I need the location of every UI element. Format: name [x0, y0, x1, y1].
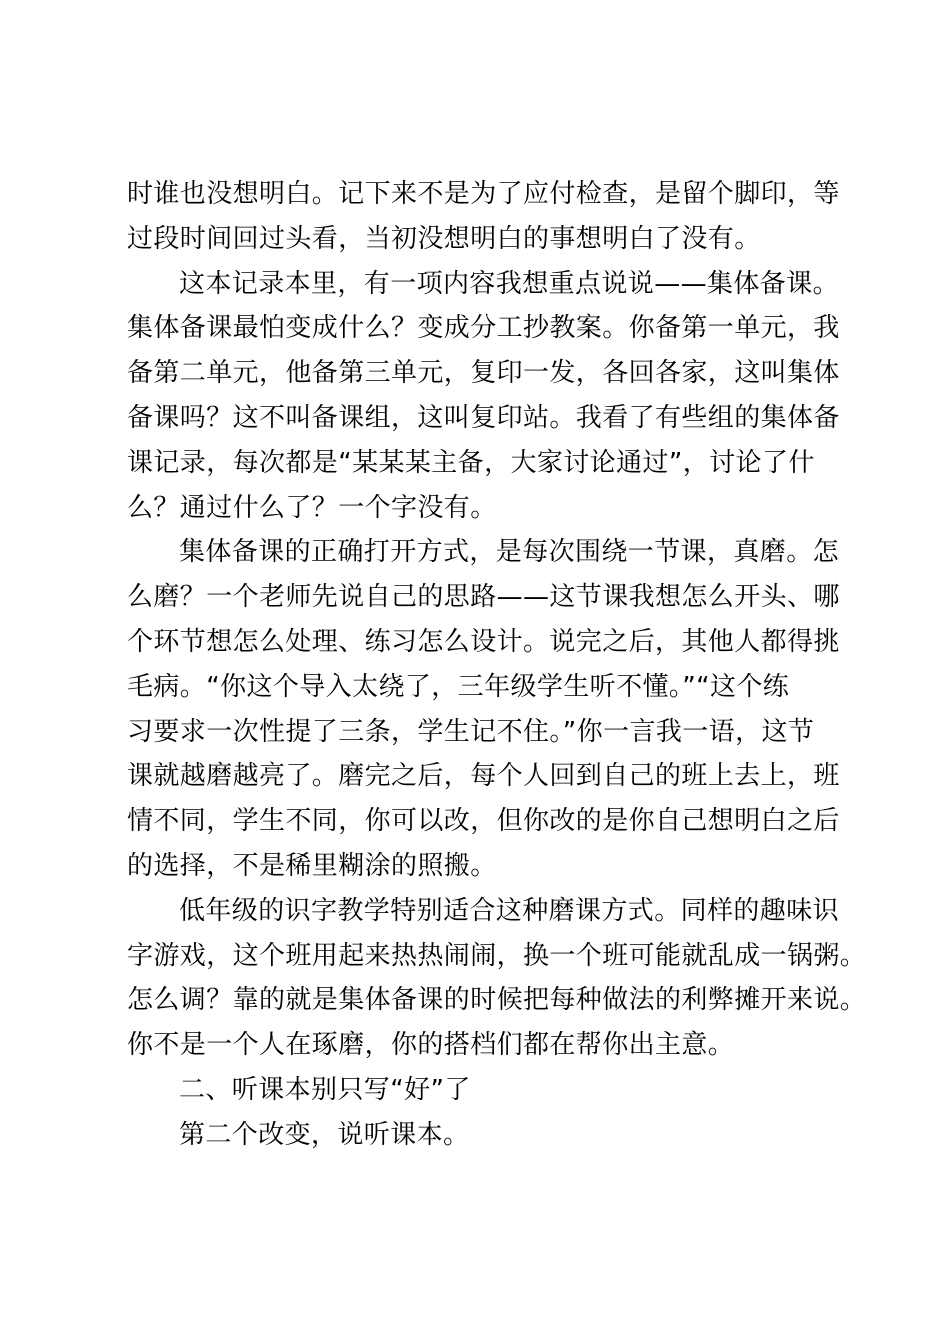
- text-line: 时谁也没想明白。记下来不是为了应付检查，是留个脚印，等: [127, 179, 840, 209]
- text-line: 你不是一个人在琢磨，你的搭档们都在帮你出主意。: [127, 1030, 735, 1061]
- text-line: 课就越磨越亮了。磨完之后，每个人回到自己的班上去上，班: [127, 761, 840, 792]
- paragraph-start-line: 这本记录本里，有一项内容我想重点说说——集体备课。: [179, 268, 840, 299]
- text-line: 个环节想怎么处理、练习怎么设计。说完之后，其他人都得挑: [127, 626, 840, 657]
- section-heading: 二、听课本别只写“好”了: [179, 1074, 471, 1105]
- text-line: 毛病。“你这个导入太绕了，三年级学生听不懂。”“这个练: [127, 671, 790, 702]
- paragraph-start-line: 集体备课的正确打开方式，是每次围绕一节课，真磨。怎: [179, 537, 840, 568]
- paragraph-start-line: 第二个改变，说听课本。: [179, 1119, 470, 1150]
- document-body: [127, 172, 867, 1158]
- text-line: 么？通过什么了？一个字没有。: [127, 492, 497, 523]
- text-line: 情不同，学生不同，你可以改，但你改的是你自己想明白之后: [127, 806, 840, 837]
- text-line: 过段时间回过头看，当初没想明白的事想明白了没有。: [127, 223, 761, 254]
- text-line: 怎么调？靠的就是集体备课的时候把每种做法的利弊摊开来说。: [127, 985, 867, 1016]
- text-line: 字游戏，这个班用起来热热闹闹，换一个班可能就乱成一锅粥。: [127, 940, 867, 971]
- text-line: 备第二单元，他备第三单元，复印一发，各回各家，这叫集体: [127, 358, 840, 389]
- paragraph-start-line: 低年级的识字教学特别适合这种磨课方式。同样的趣味识: [179, 895, 840, 926]
- text-line: 课记录，每次都是“某某某主备，大家讨论通过”，讨论了什: [127, 447, 815, 478]
- text-line: 的选择，不是稀里糊涂的照搬。: [127, 850, 497, 881]
- text-line: 集体备课最怕变成什么？变成分工抄教案。你备第一单元，我: [127, 313, 840, 344]
- text-line: 习要求一次性提了三条，学生记不住。”你一言我一语，这节: [127, 716, 815, 747]
- text-line: 备课吗？这不叫备课组，这叫复印站。我看了有些组的集体备: [127, 402, 840, 433]
- text-line: 么磨？一个老师先说自己的思路——这节课我想怎么开头、哪: [127, 582, 840, 613]
